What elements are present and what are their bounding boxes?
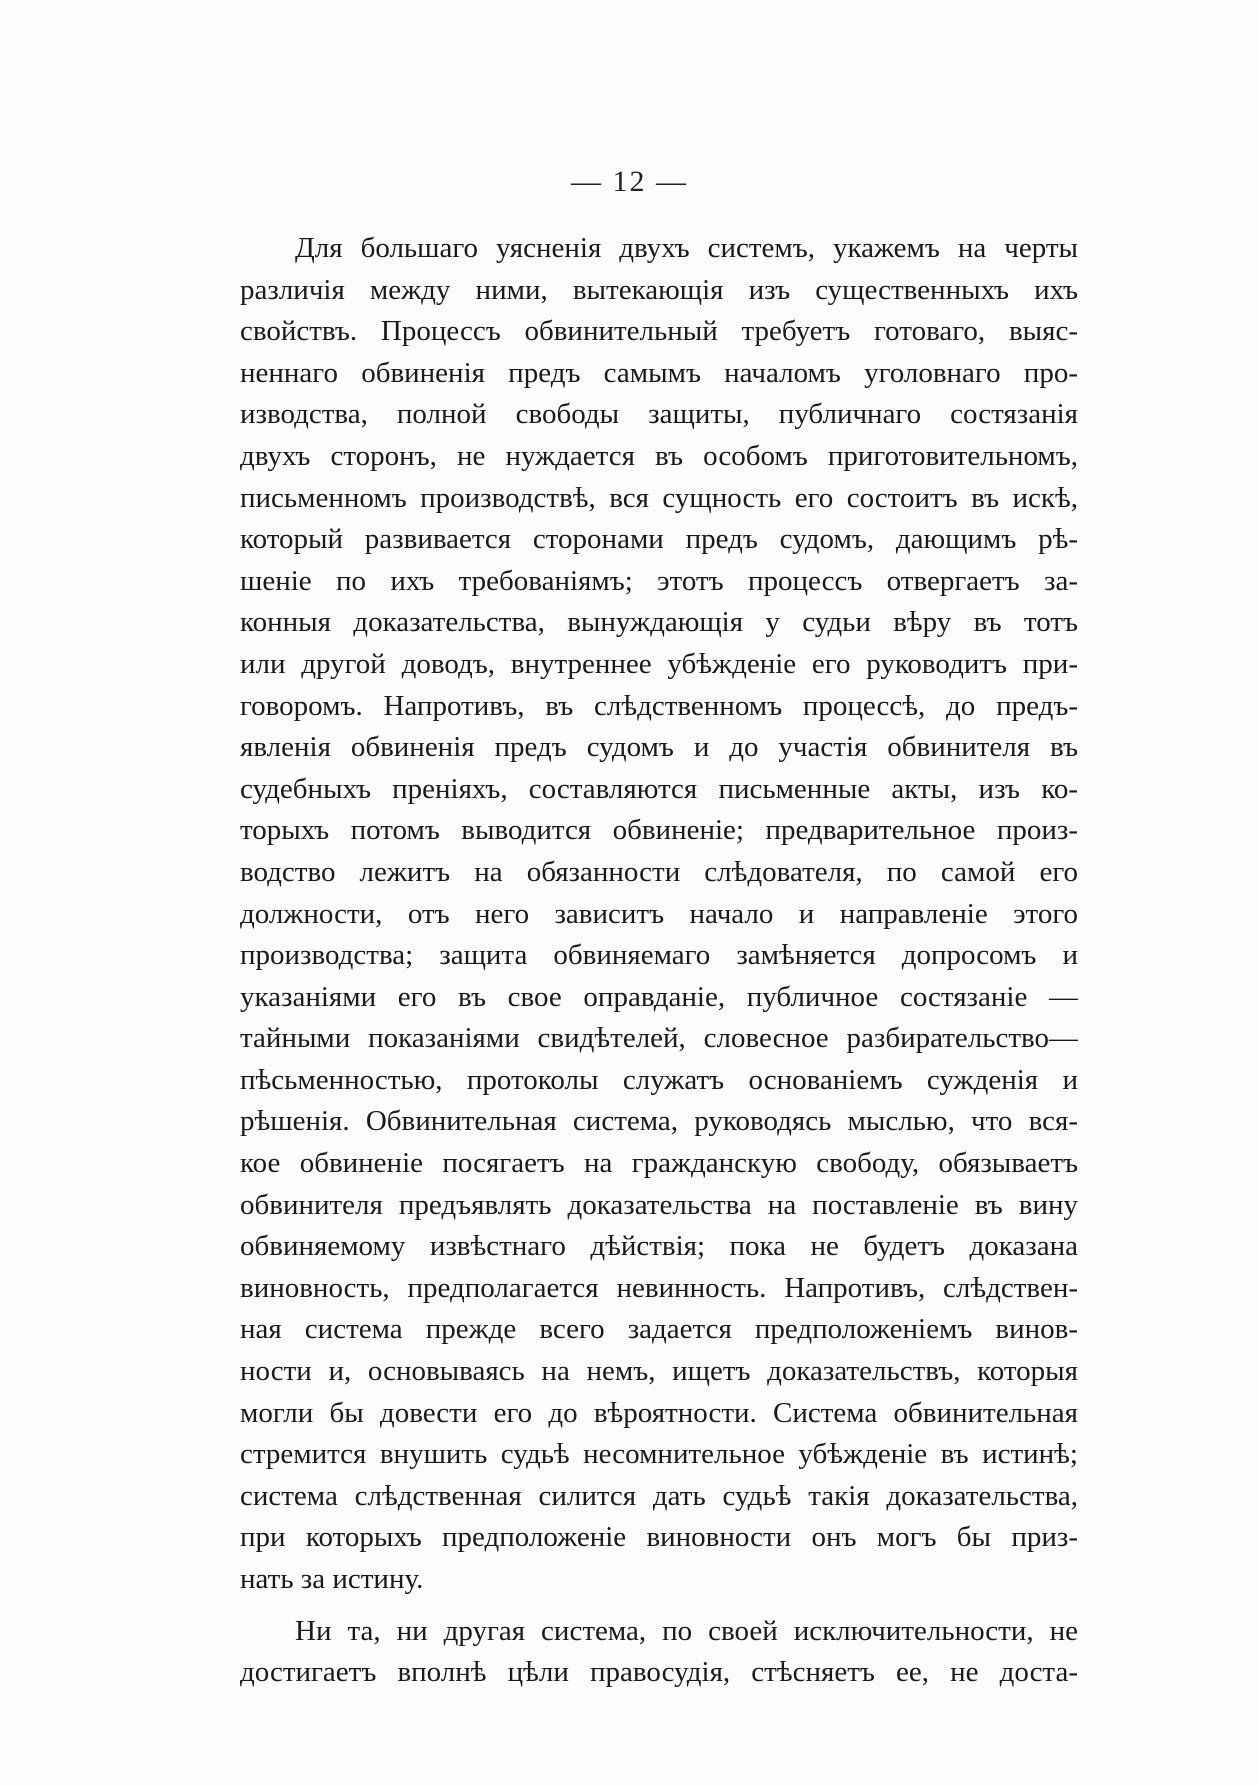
text-line: обвинителя предъявлять доказательства на поставленіе въ вину [240,1188,1078,1221]
text-line: различія между ними, вытекающія изъ существенныхъ ихъ [240,273,1078,306]
text-line: или другой доводъ, внутреннее убѣжденіе его руководитъ при- [240,647,1078,680]
text-line: Ни та, ни другая система, по своей исключительности, не [295,1614,1078,1647]
text-line: при которыхъ предположеніе виновности онъ могъ бы приз- [240,1521,1078,1554]
text-line: явленія обвиненія предъ судомъ и до участія обвинителя въ [240,731,1078,764]
paragraph-gap [240,1601,1078,1611]
text-line: могли бы довести его до вѣроятности. Система обвинительная [240,1396,1078,1429]
text-line: двухъ сторонъ, не нуждается въ особомъ приготовительномъ, [240,439,1078,472]
text-line: нать за истину. [240,1563,424,1595]
text-line: который развивается сторонами предъ судомъ, дающимъ рѣ- [240,523,1078,556]
text-line: производства; защита обвиняемаго замѣняется допросомъ и [240,939,1078,972]
text-line: говоромъ. Напротивъ, въ слѣдственномъ процессѣ, до предъ- [240,689,1078,722]
text-line: стремится внушить судьѣ несомнительное убѣжденіе въ истинѣ; [240,1438,1078,1471]
text-line: обвиняемому извѣстнаго дѣйствія; пока не будетъ доказана [240,1230,1078,1263]
text-line: неннаго обвиненія предъ самымъ началомъ уголовнаго про- [240,356,1078,389]
page-number: — 12 — [571,165,688,198]
text-line: свойствъ. Процессъ обвинительный требуетъ готоваго, выяс- [240,315,1078,348]
text-line: изводства, полной свободы защиты, публичнаго состязанія [240,398,1078,431]
text-line: торыхъ потомъ выводится обвиненіе; предварительное произ- [240,814,1078,847]
text-line: конныя доказательства, вынуждающія у судьи вѣру въ тотъ [240,606,1078,639]
text-line: должности, отъ него зависитъ начало и направленіе этого [240,897,1078,930]
text-line: письменномъ производствѣ, вся сущность его состоитъ въ искѣ, [240,481,1078,514]
text-line: тайными показаніями свидѣтелей, словесное разбирательство— [240,1022,1078,1055]
text-line: шеніе по ихъ требованіямъ; этотъ процессъ отвергаетъ за- [240,564,1078,597]
text-line: ная система прежде всего задается предположеніемъ винов- [240,1313,1078,1346]
text-line: виновность, предполагается невинность. Напротивъ, слѣдствен- [240,1271,1078,1304]
text-line: рѣшенія. Обвинительная система, руководясь мыслью, что вся- [240,1105,1078,1138]
text-line: достигаетъ вполнѣ цѣли правосудія, стѣсняетъ ее, не доста- [240,1656,1078,1689]
paragraph-2 [240,1611,1078,1694]
text-line: кое обвиненіе посягаетъ на гражданскую свободу, обязываетъ [240,1147,1078,1180]
text-line: судебныхъ преніяхъ, составляются письменные акты, изъ ко- [240,772,1078,805]
text-line: водство лежитъ на обязанности слѣдователя, по самой его [240,855,1078,888]
text-line: Для большаго уясненія двухъ системъ, укажемъ на черты [295,232,1078,264]
text-line: пѣсьменностью, протоколы служатъ основаніемъ сужденія и [240,1063,1078,1096]
text-line: ности и, основываясь на немъ, ищетъ доказательствъ, которыя [240,1355,1078,1388]
paragraph-1 [240,228,1078,1601]
text-line: система слѣдственная силится дать судьѣ такія доказательства, [240,1479,1078,1512]
body-text [240,228,1078,1694]
text-line: указаніями его въ свое оправданіе, публичное состязаніе — [240,980,1078,1013]
